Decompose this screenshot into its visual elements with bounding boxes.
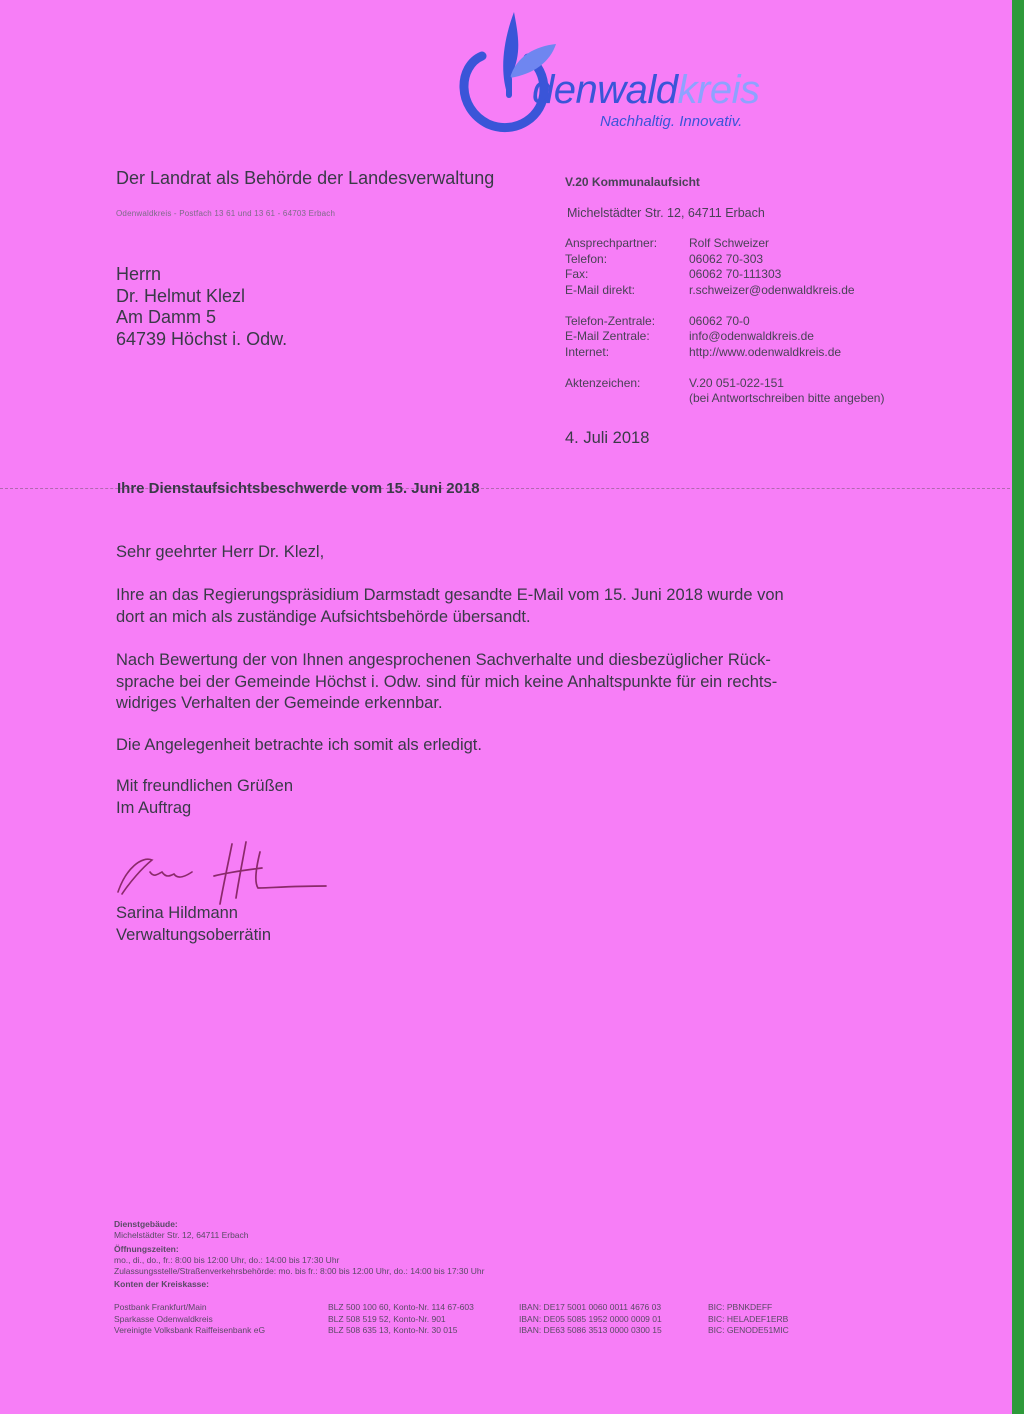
bank-bic: BIC: PBNKDEFF — [708, 1302, 773, 1312]
paragraph-3: Die Angelegenheit betrachte ich somit als erledigt. — [116, 736, 482, 754]
hours-heading: Öffnungszeiten: — [114, 1244, 179, 1254]
hours-general: mo., di., do., fr.: 8:00 bis 12:00 Uhr, do.: 14:00 bis 17:30 Uhr — [114, 1255, 340, 1265]
department: V.20 Kommunalaufsicht — [565, 175, 700, 189]
letter-subject: Ihre Dienstaufsichtsbeschwerde vom 15. Juni 2018 — [117, 480, 480, 497]
logo-tagline: Nachhaltig. Innovativ. — [600, 113, 743, 130]
contact-label: Telefon-Zentrale: — [565, 313, 656, 328]
handwritten-signature — [112, 838, 332, 908]
contact-label: Ansprechpartner: — [565, 236, 658, 250]
contact-value: info@odenwaldkreis.de — [689, 329, 814, 343]
contact-label: Fax: — [565, 267, 589, 281]
closing-phrase: Mit freundlichen Grüßen — [116, 777, 293, 795]
closing — [116, 776, 293, 819]
footer-info — [114, 1219, 484, 1290]
contact-label: Aktenzeichen: — [565, 375, 641, 390]
bank-blz: BLZ 508 519 52, Konto-Nr. 901 — [328, 1313, 446, 1324]
logo-wordmark: denwaldkreis — [532, 68, 760, 112]
recipient-city: 64739 Höchst i. Odw. — [116, 328, 288, 349]
sender-title: Der Landrat als Behörde der Landesverwaltung — [116, 168, 495, 188]
on-behalf: Im Auftrag — [116, 798, 192, 817]
bank-iban: IBAN: DE05 5085 1952 0000 0009 01 — [519, 1313, 662, 1324]
bank-name: Postbank Frankfurt/Main — [114, 1302, 207, 1312]
paragraph-1: Ihre an das Regierungspräsidium Darmstadt gesandte E-Mail vom 15. Juni 2018 wurde von dort an mich als zuständige Aufsichtsbehörde übersandt. — [116, 586, 784, 626]
greeting: Sehr geehrter Herr Dr. Klezl, — [116, 543, 325, 561]
contact-value: 06062 70-0 — [689, 313, 750, 328]
bank-iban: IBAN: DE17 5001 0060 0011 4676 03 — [519, 1302, 662, 1312]
accounts-heading: Konten der Kreiskasse: — [114, 1279, 209, 1289]
contact-value: (bei Antwortschreiben bitte angeben) — [689, 391, 885, 405]
contact-value: http://www.odenwaldkreis.de — [689, 344, 842, 359]
contact-value: r.schweizer@odenwaldkreis.de — [689, 282, 855, 297]
contact-value: V.20 051-022-151 — [689, 375, 784, 390]
scan-edge — [1012, 0, 1024, 1414]
bank-bic: BIC: HELADEF1ERB — [708, 1313, 789, 1324]
contact-value: 06062 70-303 — [689, 251, 764, 266]
hours-registration: Zulassungsstelle/Straßenverkehrsbehörde: mo. bis fr.: 8:00 bis 12:00 Uhr, do.: 14:00 bis 17:30 Uhr — [114, 1266, 485, 1276]
paragraph-2: Nach Bewertung der von Ihnen angesprochenen Sachverhalte und diesbezüglicher Rück- sprache bei der Gemeinde Höchst i. Odw. sind für mich keine Anhaltspunkte für ein rechts- widriges Verhalten der Gemeinde erkennbar. — [116, 651, 778, 712]
recipient-street: Am Damm 5 — [116, 307, 217, 327]
bank-bic: BIC: GENODE51MIC — [708, 1325, 789, 1335]
return-address: Odenwaldkreis - Postfach 13 61 und 13 61 - 64703 Erbach — [116, 209, 336, 218]
contact-label: Internet: — [565, 344, 610, 359]
building-address: Michelstädter Str. 12, 64711 Erbach — [114, 1230, 249, 1240]
contact-value: 06062 70-111303 — [689, 267, 782, 281]
contact-label: Telefon: — [565, 251, 608, 266]
signer-block — [116, 903, 271, 946]
signer-title: Verwaltungsoberrätin — [116, 925, 272, 944]
building-heading: Dienstgebäude: — [114, 1219, 178, 1229]
odenwaldkreis-logo — [452, 4, 792, 140]
contact-label: E-Mail Zentrale: — [565, 329, 650, 343]
recipient-address — [116, 264, 287, 350]
letter-date: 4. Juli 2018 — [565, 429, 650, 447]
contact-label: E-Mail direkt: — [565, 282, 636, 297]
bank-blz: BLZ 500 100 60, Konto-Nr. 114 67-603 — [328, 1302, 474, 1312]
bank-iban: IBAN: DE63 5086 3513 0000 0300 15 — [519, 1325, 662, 1335]
recipient-name: Dr. Helmut Klezl — [116, 285, 246, 306]
bank-blz: BLZ 508 635 13, Konto-Nr. 30 015 — [328, 1325, 458, 1335]
bank-name: Sparkasse Odenwaldkreis — [114, 1313, 213, 1324]
office-street: Michelstädter Str. 12, 64711 Erbach — [567, 206, 765, 220]
contact-value: Rolf Schweizer — [689, 236, 770, 250]
bank-name: Vereinigte Volksbank Raiffeisenbank eG — [114, 1325, 266, 1335]
signer-name: Sarina Hildmann — [116, 904, 238, 922]
recipient-salutation: Herrn — [116, 264, 162, 284]
